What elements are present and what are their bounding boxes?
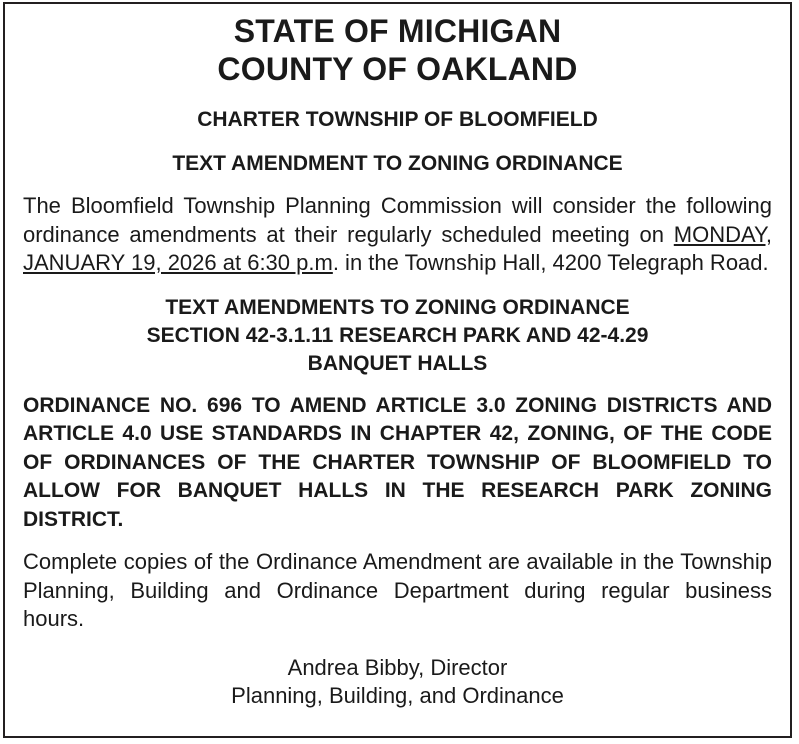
- signatory-name: Andrea Bibby, Director: [287, 654, 508, 680]
- legal-notice: [3, 2, 792, 738]
- signature-block: [23, 654, 772, 711]
- amendments-heading: [23, 294, 772, 378]
- township-heading: CHARTER TOWNSHIP OF BLOOMFIELD: [197, 108, 598, 131]
- amendments-heading-line2: SECTION 42-3.1.11 RESEARCH PARK AND 42-4.29: [146, 323, 649, 347]
- meeting-date: MONDAY, JANUARY 19, 2026 at 6:30 p.m: [23, 221, 772, 275]
- county-heading: COUNTY OF OAKLAND: [217, 51, 578, 87]
- state-heading: STATE OF MICHIGAN: [233, 13, 562, 49]
- notice-title: TEXT AMENDMENT TO ZONING ORDINANCE: [172, 152, 623, 175]
- meeting-intro-text: The Bloomfield Township Planning Commission will consider the following ordinance amendments at their regularly scheduled meeting on: [23, 193, 772, 247]
- meeting-location-text: . in the Township Hall, 4200 Telegraph Road.: [332, 250, 769, 275]
- signatory-department: Planning, Building, and Ordinance: [231, 683, 564, 708]
- copies-paragraph: Complete copies of the Ordinance Amendment are available in the Township Planning, Building and Ordinance Department during regular business hours.: [23, 549, 772, 631]
- amendments-heading-line3: BANQUET HALLS: [307, 351, 488, 375]
- amendments-heading-line1: TEXT AMENDMENTS TO ZONING ORDINANCE: [165, 295, 630, 319]
- meeting-paragraph: [23, 192, 772, 278]
- ordinance-description: ORDINANCE NO. 696 TO AMEND ARTICLE 3.0 ZONING DISTRICTS AND ARTICLE 4.0 USE STANDARDS IN CHAPTER 42, ZONING, OF THE CODE OF ORDINANCES OF THE CHARTER TOWNSHIP OF BLOOMFIELD TO ALLOW FOR BANQUET HALLS IN THE RESEARCH PARK ZONING DISTRICT.: [23, 393, 772, 531]
